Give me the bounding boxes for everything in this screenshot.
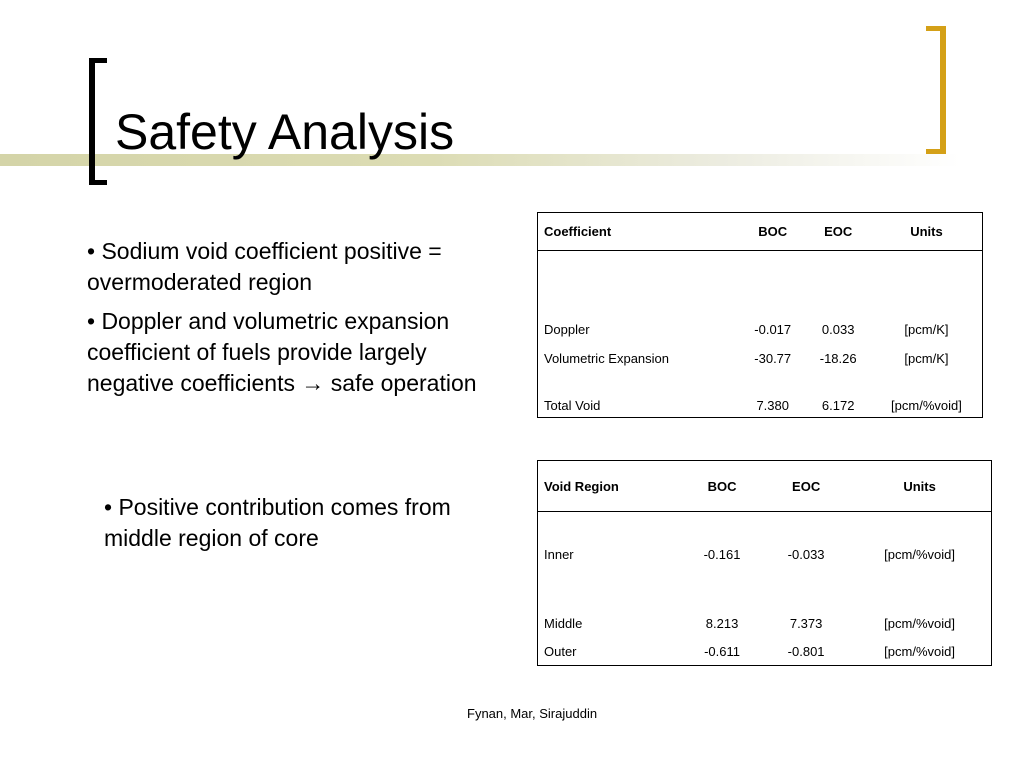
table-row [538,377,983,418]
table-cell: 6.172 [821,398,855,413]
bullet-positive-contribution: • Positive contribution comes from middle region of core [104,494,451,551]
table-cell: [pcm/K] [904,350,949,366]
table-cell: Outer [544,643,577,659]
table-cell: Volumetric Expansion [544,350,670,366]
bullet-sodium-void: • Sodium void coefficient positive = overmoderated region [87,238,442,295]
left-bracket-decoration [89,58,107,185]
table-cell: -18.26 [819,350,857,366]
bullet-doppler [87,306,507,399]
table-cell: [pcm/%void] [891,398,962,413]
table-cell: Total Void [544,398,601,413]
arrow-right-icon: → [301,370,325,396]
table-cell: [pcm/%void] [884,547,955,562]
table-row [538,512,992,569]
column-header: Units [871,213,983,251]
table-row [538,299,983,339]
slide-title: Safety Analysis [115,104,455,160]
column-header: EOC [805,213,870,251]
table-cell: [pcm/%void] [884,643,955,659]
table-cell: Inner [544,547,574,562]
table-cell: Doppler [544,322,590,337]
bullet-list [87,236,507,407]
column-header: Coefficient [538,213,741,251]
table-row [538,568,992,637]
table-cell: [pcm/K] [904,322,949,337]
bullet-doppler-text: • Doppler and volumetric expansion coefficient of fuels provide largely negative coefficients [87,308,450,396]
column-header: BOC [740,213,805,251]
table-header-row [538,213,983,251]
column-header: Units [848,461,991,512]
table-cell: 0.033 [821,322,855,337]
table-cell: [pcm/%void] [884,616,955,631]
table-header-row [538,461,992,512]
column-header: Void Region [538,461,681,512]
table-cell: Middle [544,616,583,631]
coefficient-table [537,212,983,418]
table-cell: -30.77 [754,350,792,366]
table-cell: 7.373 [789,616,823,631]
table-spacer-row [538,251,983,300]
table-cell: -0.161 [703,547,741,562]
right-bracket-decoration [926,26,946,154]
table-cell: -0.017 [754,322,792,337]
table-cell: -0.801 [787,643,825,659]
table-cell: -0.033 [787,547,825,562]
column-header: EOC [764,461,848,512]
void-region-table [537,460,992,666]
table-row [538,339,983,377]
table-cell: -0.611 [704,643,740,659]
bullet-doppler-tail: safe operation [330,370,477,396]
table-row [538,637,992,666]
column-header: BOC [680,461,764,512]
footer-authors: Fynan, Mar, Sirajuddin [467,706,598,721]
table-cell: 8.213 [705,616,739,631]
table-cell: 7.380 [756,398,789,413]
